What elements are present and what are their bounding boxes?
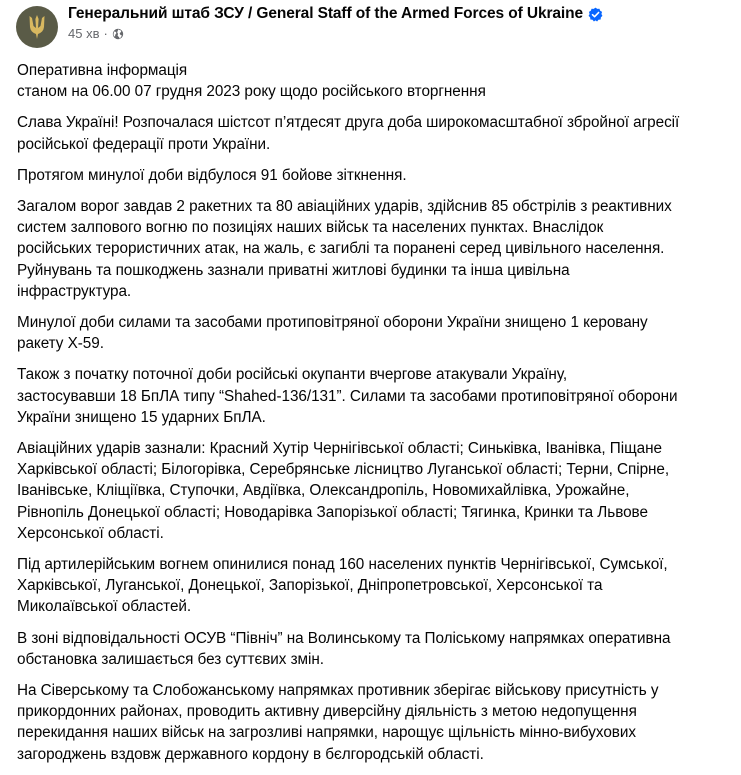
post-paragraph <box>17 196 727 302</box>
paragraph-line: російської федерації проти України. <box>17 135 271 153</box>
paragraph-line: Також з початку поточної доби російські окупанти вчергове атакували Україну, <box>17 366 568 384</box>
post-meta <box>68 5 603 41</box>
paragraph-line: Минулої доби силами та засобами протиповітряної оборони України знищено 1 керовану <box>17 314 648 332</box>
separator-dot: · <box>103 26 108 41</box>
paragraph-line: України знищено 15 ударних БпЛА. <box>17 408 266 426</box>
paragraph-line: Оперативна інформація <box>17 62 188 79</box>
paragraph-line: Харківської області; Білогорівка, Серебрянське лісництво Луганської області; Терни, Спірне, <box>17 461 670 479</box>
paragraph-line: Слава Україні! Розпочалася шістсот п’ятдесят друга доба широкомасштабної збройної агресії <box>17 114 680 132</box>
paragraph-line: Руйнувань та пошкоджень зазнали приватні житлові будинки та інша цивільна <box>17 261 570 279</box>
paragraph-line: Під артилерійським вогнем опинилися понад 160 населених пунктів Чернігівської, Сумської, <box>17 556 668 574</box>
paragraph-line: застосувавши 18 БпЛА типу “Shahed-136/131”. Силами та засобами протиповітряної оборони <box>17 387 678 405</box>
post-time-row <box>68 26 603 41</box>
post-header <box>16 6 603 48</box>
post-text <box>17 60 727 775</box>
paragraph-line: Харківської, Луганської, Донецької, Запорізької, Дніпропетровської, Херсонської та <box>17 577 603 595</box>
page-avatar[interactable] <box>16 6 58 48</box>
paragraph-line: прикордонних районах, проводить активну диверсійну діяльність з метою недопущення <box>17 703 637 721</box>
author-row <box>68 5 603 23</box>
paragraph-line: станом на 06.00 07 грудня 2023 року щодо російського вторгнення <box>17 83 486 101</box>
post-timestamp-link[interactable]: 45 хв <box>68 26 100 41</box>
verified-badge-icon[interactable] <box>588 7 603 22</box>
post-paragraph <box>17 112 727 154</box>
paragraph-line: перекидання наших військ на загрозливі напрямки, нарощує щільність мінно-вибухових <box>17 724 636 742</box>
post-paragraph <box>17 312 727 354</box>
paragraph-line: ракету Х-59. <box>17 335 104 353</box>
paragraph-line: Херсонської області. <box>17 524 164 542</box>
post-paragraph <box>17 165 727 186</box>
paragraph-line: Протягом минулої доби відбулося 91 бойове зіткнення. <box>17 166 407 184</box>
globe-icon[interactable] <box>112 28 124 40</box>
author-name-link[interactable]: Генеральний штаб ЗСУ / General Staff of the Armed Forces of Ukraine <box>68 5 584 22</box>
paragraph-line: На Сіверському та Слобожанському напрямках противник зберігає військову присутність у <box>17 682 659 700</box>
paragraph-line: Іванівське, Кліщіївка, Ступочки, Авдіївка, Олександропіль, Новомихайлівка, Урожайне, <box>17 482 630 500</box>
paragraph-line: загороджень вздовж державного кордону в бєлгородській області. <box>17 745 484 763</box>
paragraph-line: Рівнопіль Донецької області; Новодарівка Запорізької області; Тягинка, Кринки та Львове <box>17 503 648 521</box>
paragraph-line: Авіаційних ударів зазнали: Красний Хутір Чернігівської області; Синьківка, Іванівка, Піщане <box>17 440 662 458</box>
paragraph-line: В зоні відповідальності ОСУВ “Північ” на Волинському та Поліському напрямках оперативна <box>17 629 671 647</box>
post-paragraph <box>17 438 727 544</box>
post-paragraph <box>17 60 727 102</box>
post-paragraph <box>17 680 727 765</box>
paragraph-line: Загалом ворог завдав 2 ракетних та 80 авіаційних ударів, здійснив 85 обстрілів з реактивних <box>17 198 672 216</box>
trident-emblem-icon <box>25 13 49 41</box>
paragraph-line: Миколаївської областей. <box>17 598 192 616</box>
post-paragraph <box>17 364 727 428</box>
post-paragraph <box>17 554 727 618</box>
post-paragraph <box>17 628 727 670</box>
paragraph-line: російських терористичних атак, на жаль, є загиблі та поранені серед цивільного населення. <box>17 240 665 258</box>
paragraph-line: інфраструктура. <box>17 282 132 300</box>
paragraph-line: систем залпового вогню по позиціях наших військ та населених пунктах. Внаслідок <box>17 219 604 237</box>
paragraph-line: обстановка залишається без суттєвих змін. <box>17 650 324 668</box>
